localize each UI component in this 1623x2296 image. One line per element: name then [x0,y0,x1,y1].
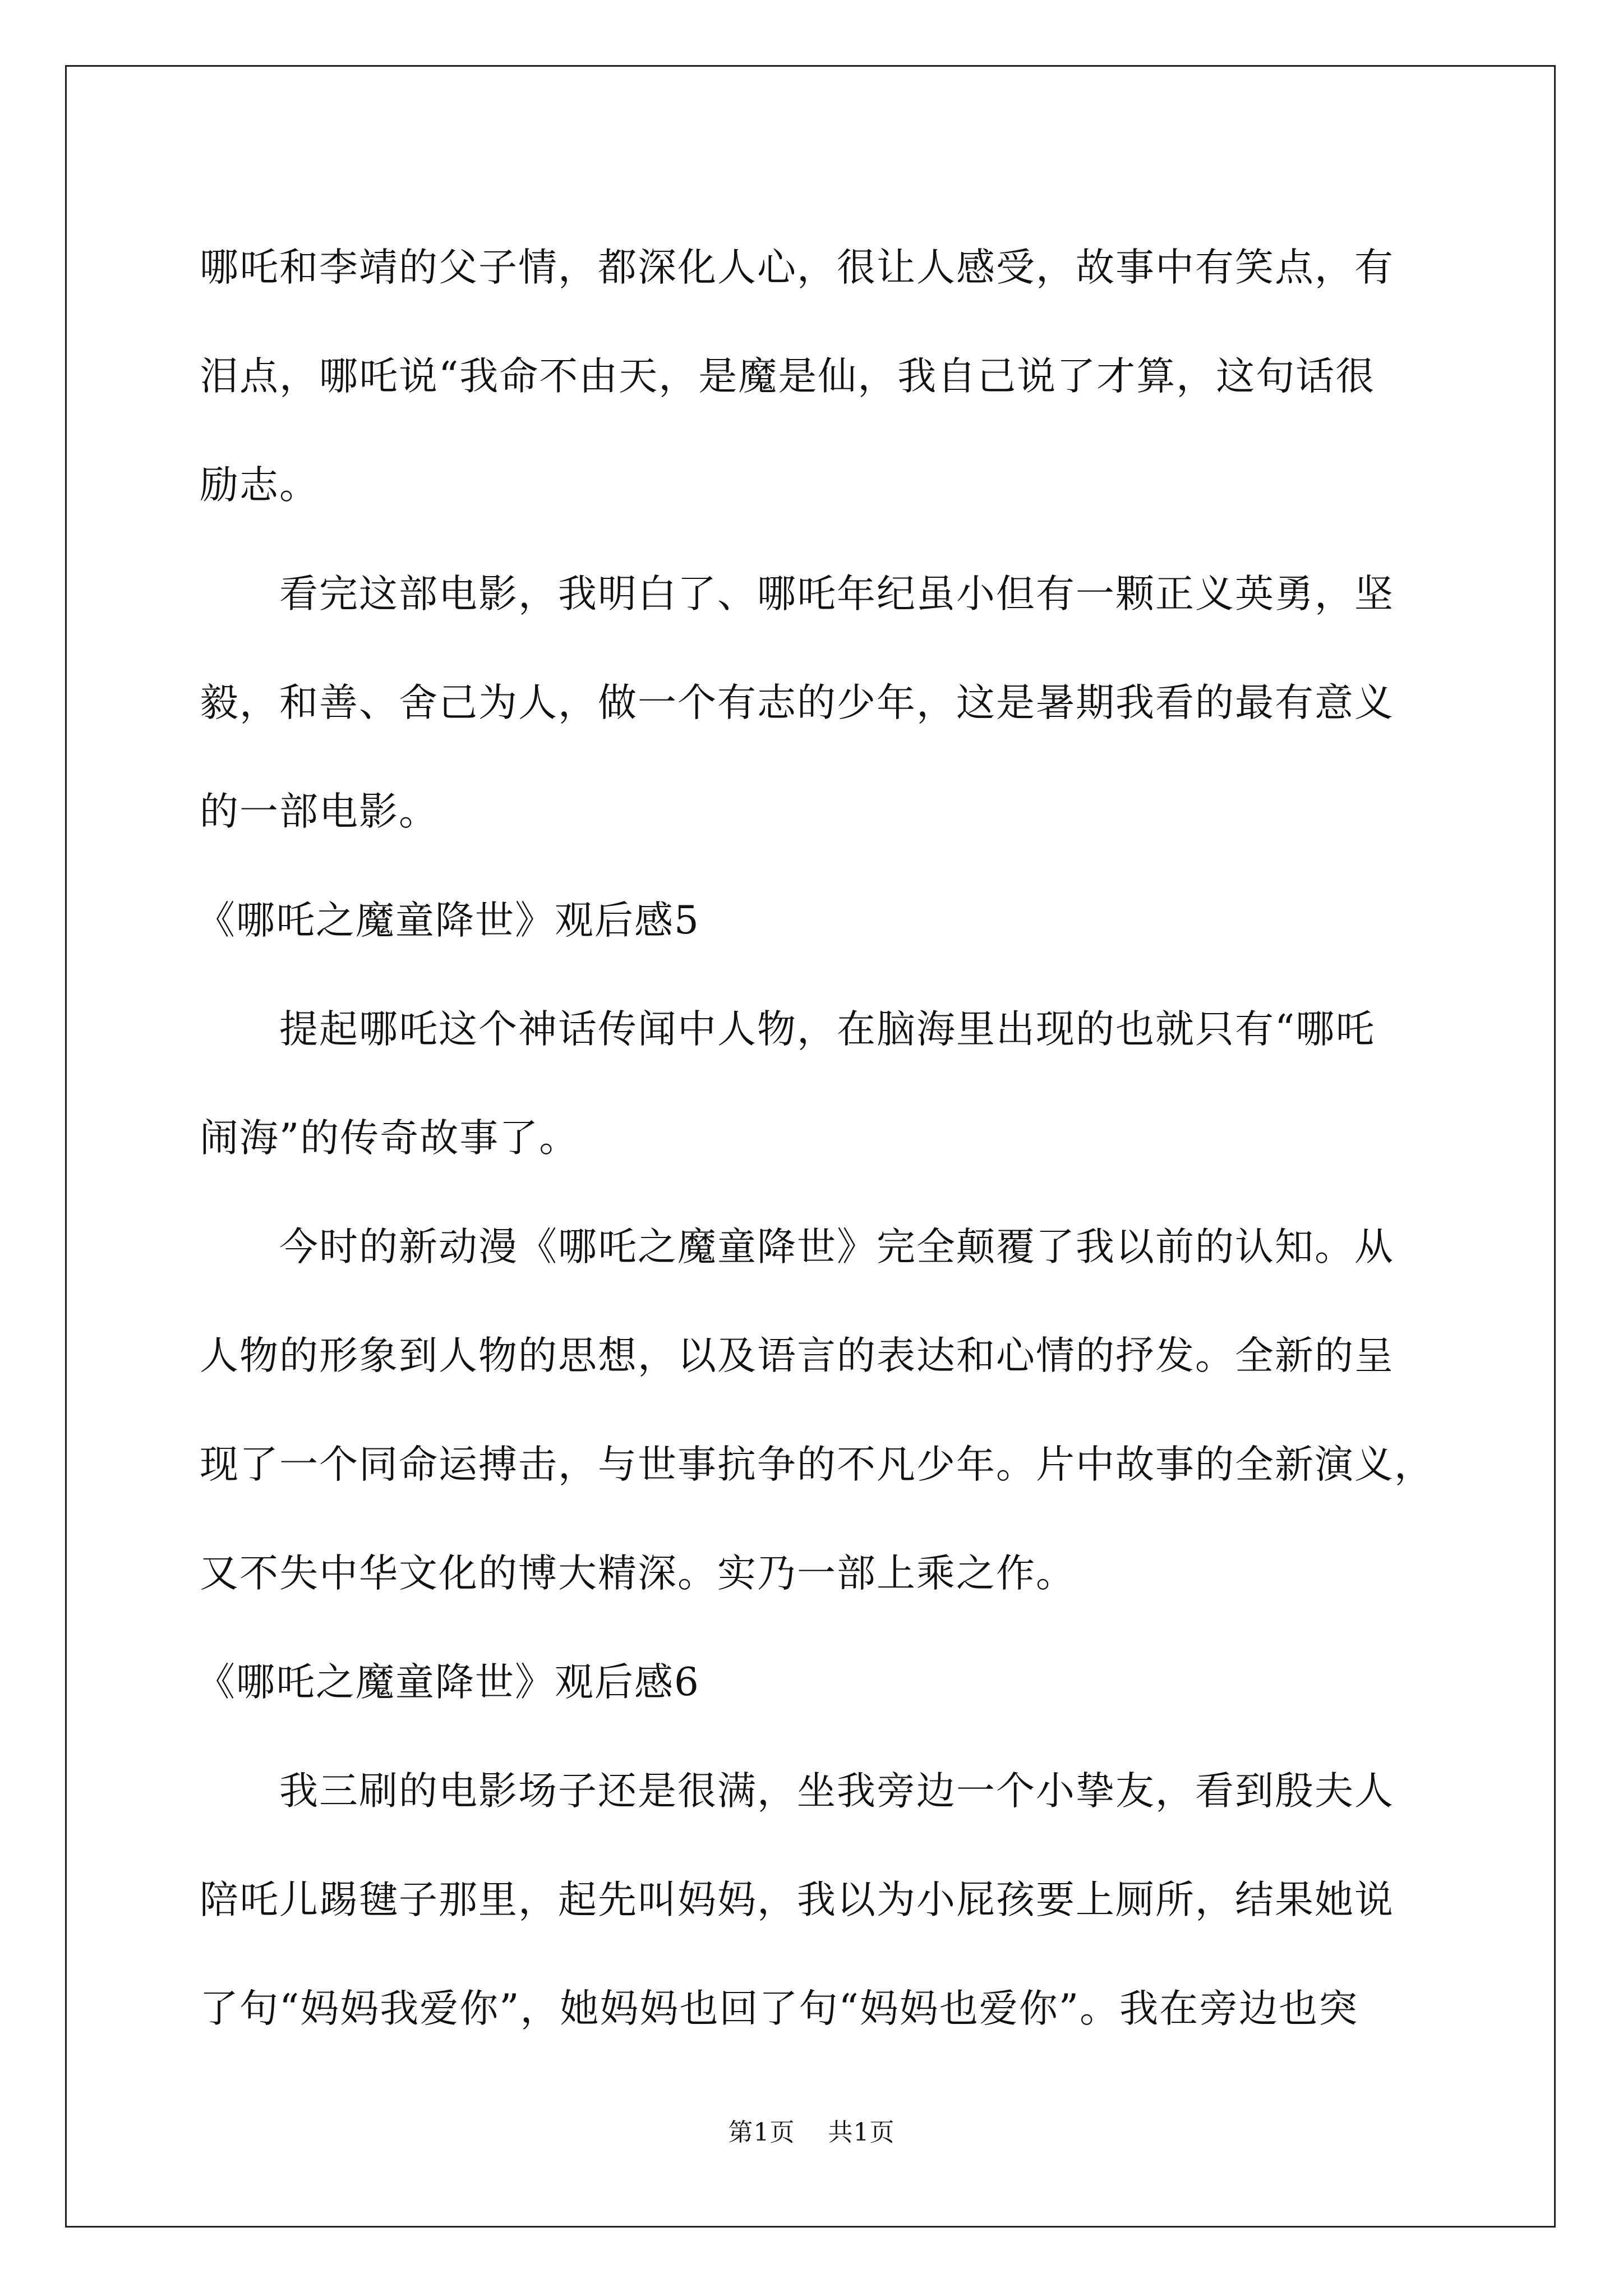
paragraph-first-line: 我三刷的电影场子还是很满，坐我旁边一个小挚友，看到殷夫人 [279,1769,1394,1814]
text-line: 泪点，哪吒说“我命不由天，是魔是仙，我自己说了才算，这句话很 [200,354,1376,399]
page-number: 第1页 [728,2118,795,2147]
section-heading: 《哪吒之魔童降世》观后感6 [196,1660,700,1705]
text-line: 现了一个同命运搏击，与世事抗争的不凡少年。片中故事的全新演义， [200,1442,1434,1487]
text-line: 了句“妈妈我爱你”，她妈妈也回了句“妈妈也爱你”。我在旁边也突 [200,1986,1359,2031]
page-total: 共1页 [828,2118,895,2147]
text-line: 励志。 [200,463,319,508]
section-heading: 《哪吒之魔童降世》观后感5 [196,898,700,943]
text-line: 又不失中华文化的博大精深。实乃一部上乘之作。 [200,1551,1076,1596]
text-line: 闹海”的传奇故事了。 [200,1116,579,1161]
text-line: 陪吒儿踢毽子那里，起先叫妈妈，我以为小屁孩要上厕所，结果她说 [200,1878,1394,1922]
text-line: 毅，和善、舍己为人，做一个有志的少年，这是暑期我看的最有意义 [200,680,1394,725]
paragraph-first-line: 提起哪吒这个神话传闻中人物，在脑海里出现的也就只有“哪吒 [279,1007,1376,1052]
text-line: 哪吒和李靖的父子情，都深化人心，很让人感受，故事中有笑点，有 [200,245,1394,290]
document-body [196,213,1434,2063]
text-line: 的一部电影。 [200,789,439,834]
text-line: 人物的形象到人物的思想，以及语言的表达和心情的抒发。全新的呈 [200,1333,1394,1378]
paragraph-first-line: 看完这部电影，我明白了、哪吒年纪虽小但有一颗正义英勇，坚 [279,572,1394,616]
page-footer [0,2116,1623,2150]
paragraph-first-line: 今时的新动漫《哪吒之魔童降世》完全颠覆了我以前的认知。从 [279,1225,1394,1269]
